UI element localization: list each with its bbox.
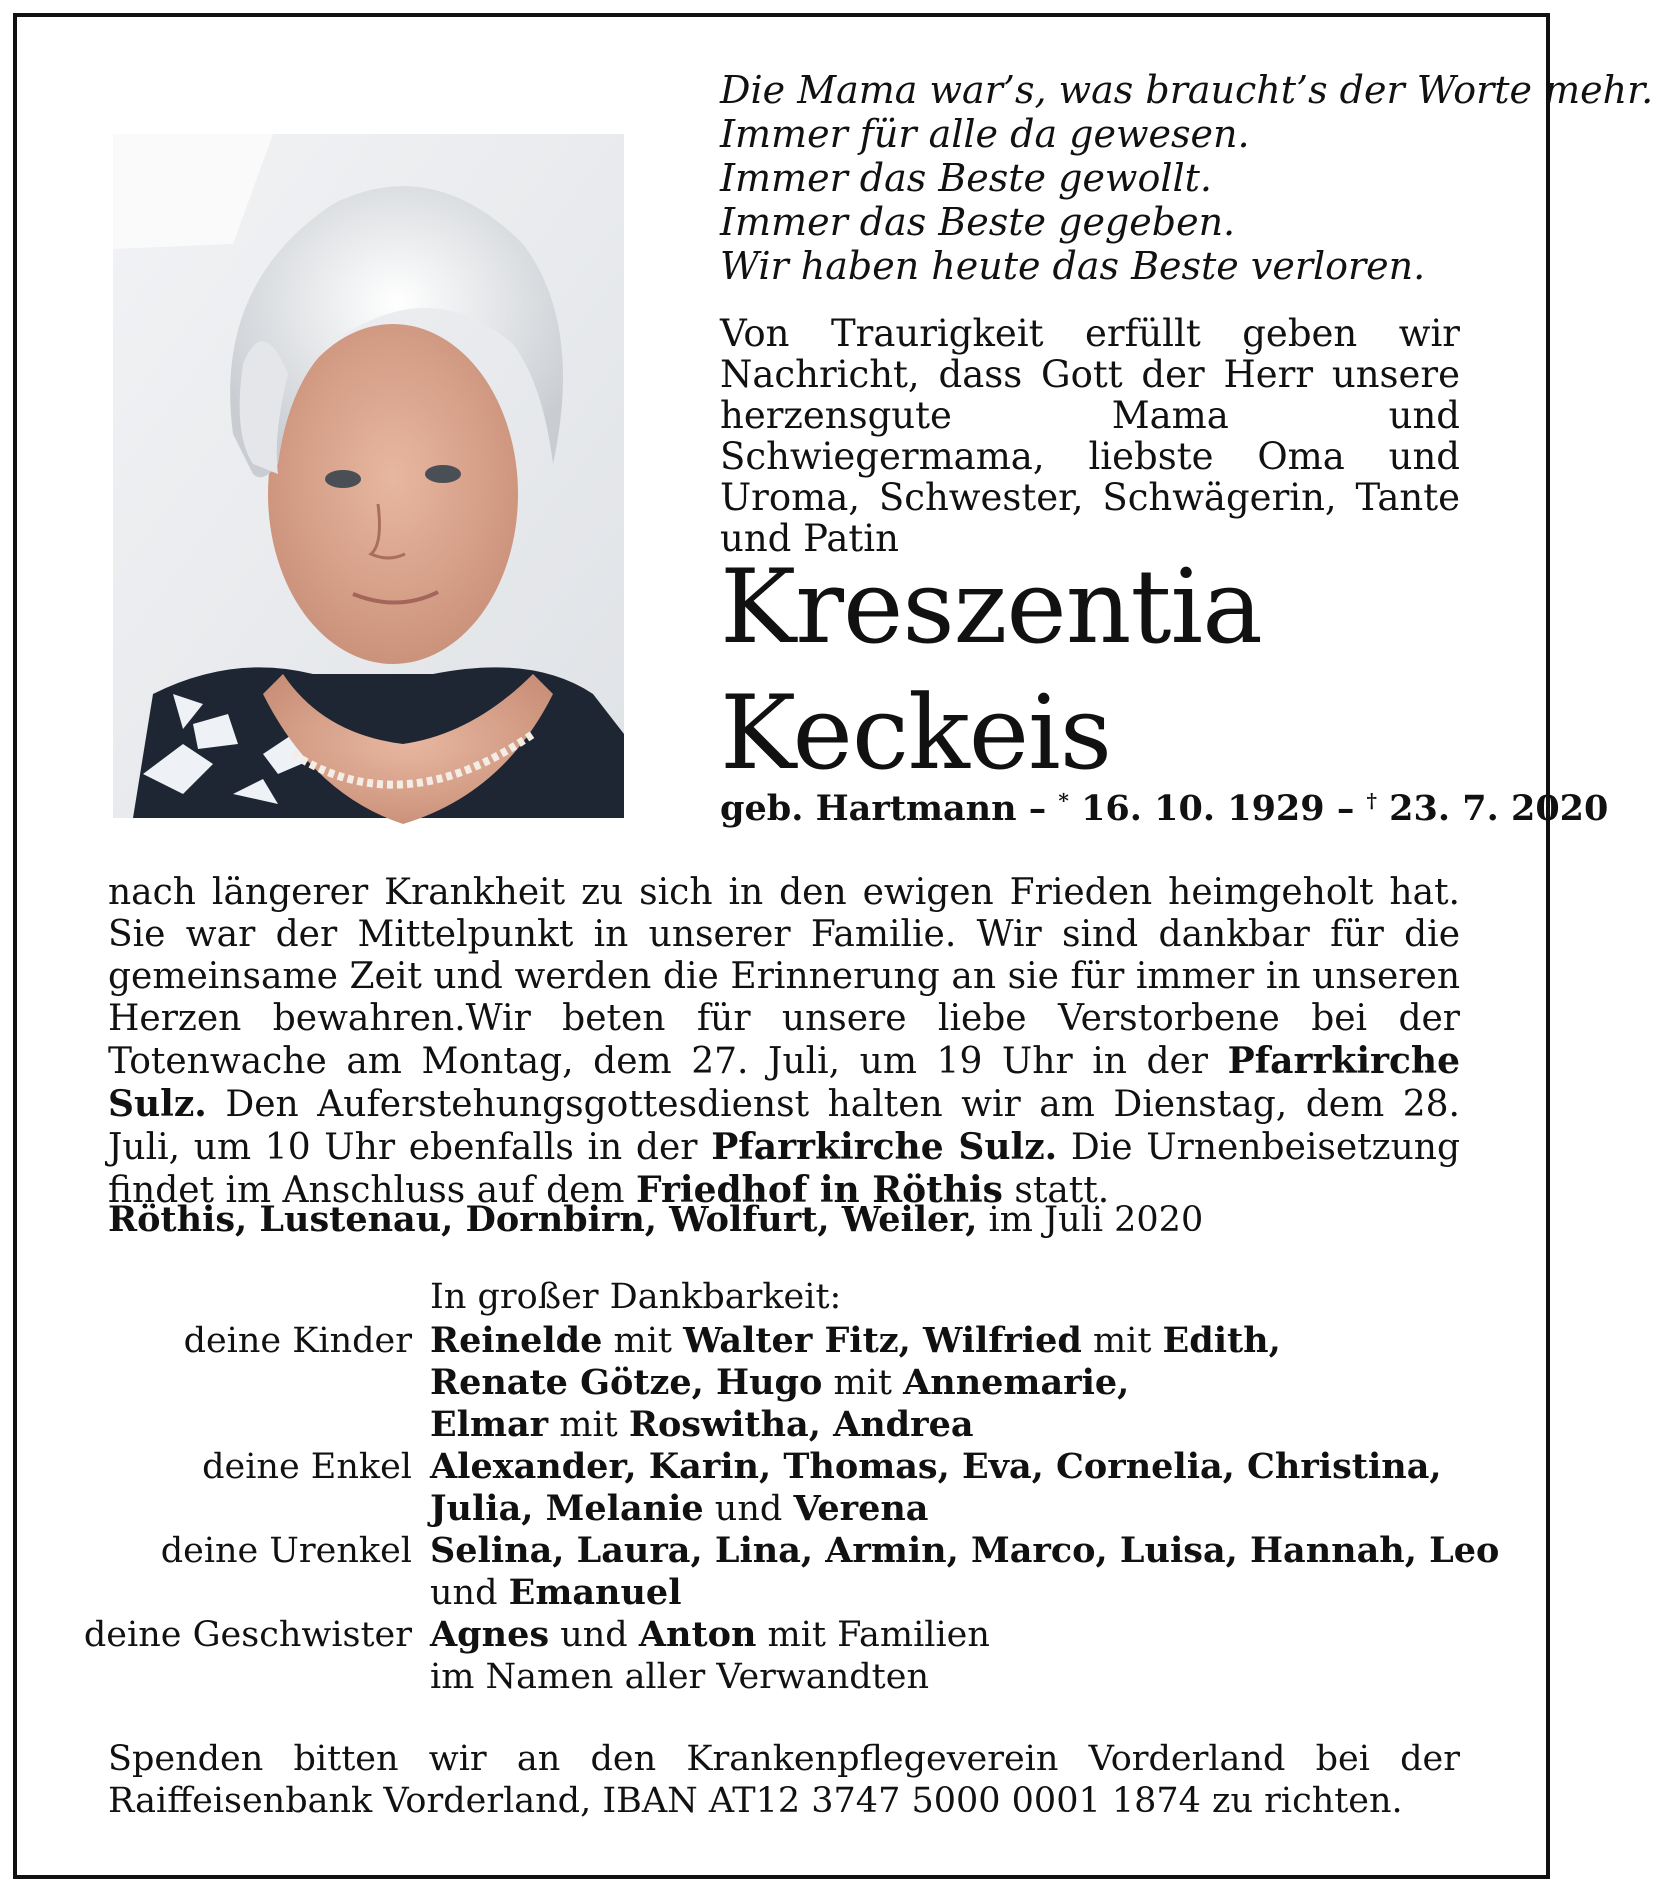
died-symbol: † xyxy=(1366,788,1377,813)
birth-date: 16. 10. 1929 – xyxy=(1081,788,1355,829)
service-location: Pfarrkirche Sulz. xyxy=(711,1126,1058,1168)
family-names: Agnes und Anton mit Familien im Namen aller Verwandten xyxy=(430,1614,990,1697)
poem xyxy=(720,68,1653,288)
family-row-kinder xyxy=(80,1320,1480,1446)
family-row-enkel xyxy=(80,1446,1480,1530)
donation-note: Spenden bitten wir an den Krankenpflegeverein Vorderland bei der Raiffeisenbank Vorderland, IBAN AT12 3747 5000 0001 1874 zu richten. xyxy=(108,1739,1460,1821)
place-date-line xyxy=(108,1199,1203,1240)
last-name: Keckeis xyxy=(720,674,1112,793)
vigil-location: Pfarrkirche Sulz. xyxy=(108,1040,1460,1125)
family-names: Selina, Laura, Lina, Armin, Marco, Luisa, Hannah, Leo und Emanuel xyxy=(430,1530,1500,1613)
family-names: Alexander, Karin, Thomas, Eva, Cornelia, Christina, Julia, Melanie und Verena xyxy=(430,1446,1442,1529)
body-text-part: statt. xyxy=(1014,1170,1110,1211)
notice-date: im Juli 2020 xyxy=(988,1200,1204,1240)
family-row-urenkel xyxy=(80,1530,1500,1614)
family-label: deine Geschwister xyxy=(83,1615,412,1655)
born-symbol: * xyxy=(1058,788,1069,813)
maiden-name: geb. Hartmann – xyxy=(720,788,1047,829)
poem-line: Immer das Beste gewollt. xyxy=(720,156,1212,200)
thanks-label: In großer Dankbarkeit: xyxy=(430,1277,842,1317)
family-label: deine Kinder xyxy=(183,1321,412,1361)
life-dates xyxy=(720,788,1608,829)
body-text-part: nach längerer Krankheit zu sich in den ewigen Frieden heimgeholt hat. Sie war der Mittelpunkt in unserer Familie. Wir sind dankbar für die gemeinsame Zeit und werden die Erinnerung an sie für immer in unseren Herzen bewahren.Wir beten für unsere liebe Verstorbene bei der Totenwache am Montag, dem 27. Juli, um 19 Uhr in der xyxy=(108,872,1460,1082)
body-text-part: Die Urnenbeisetzung findet im Anschluss auf dem xyxy=(108,1127,1461,1211)
towns: Röthis, Lustenau, Dornbirn, Wolfurt, Weiler, xyxy=(108,1199,978,1240)
portrait-photo xyxy=(113,134,624,818)
family-list xyxy=(80,1320,1500,1698)
deceased-name xyxy=(720,545,1262,797)
poem-line: Wir haben heute das Beste verloren. xyxy=(720,244,1426,288)
intro-paragraph: Von Traurigkeit erfüllt geben wir Nachricht, dass Gott der Herr unsere herzensgute Mama und Schwiegermama, liebste Oma und Uroma, Schwester, Schwägerin, Tante und Patin xyxy=(720,312,1460,560)
poem-line: Immer das Beste gegeben. xyxy=(720,200,1236,244)
body-text-part: Den Auferstehungsgottesdienst halten wir am Dienstag, dem 28. Juli, um 10 Uhr ebenfalls in der xyxy=(108,1084,1460,1168)
family-row-geschwister xyxy=(80,1614,1480,1698)
death-date: 23. 7. 2020 xyxy=(1389,788,1609,829)
family-label: deine Enkel xyxy=(202,1447,412,1487)
family-names: Reinelde mit Walter Fitz, Wilfried mit Edith, Renate Götze, Hugo mit Annemarie, Elmar mit Roswitha, Andrea xyxy=(430,1320,1281,1445)
burial-location: Friedhof in Röthis xyxy=(636,1169,1003,1211)
first-name: Kreszentia xyxy=(720,548,1262,667)
family-label: deine Urenkel xyxy=(160,1531,412,1571)
body-paragraph xyxy=(108,872,1460,1212)
poem-line: Die Mama war’s, was braucht’s der Worte mehr. xyxy=(720,68,1653,112)
poem-line: Immer für alle da gewesen. xyxy=(720,112,1250,156)
